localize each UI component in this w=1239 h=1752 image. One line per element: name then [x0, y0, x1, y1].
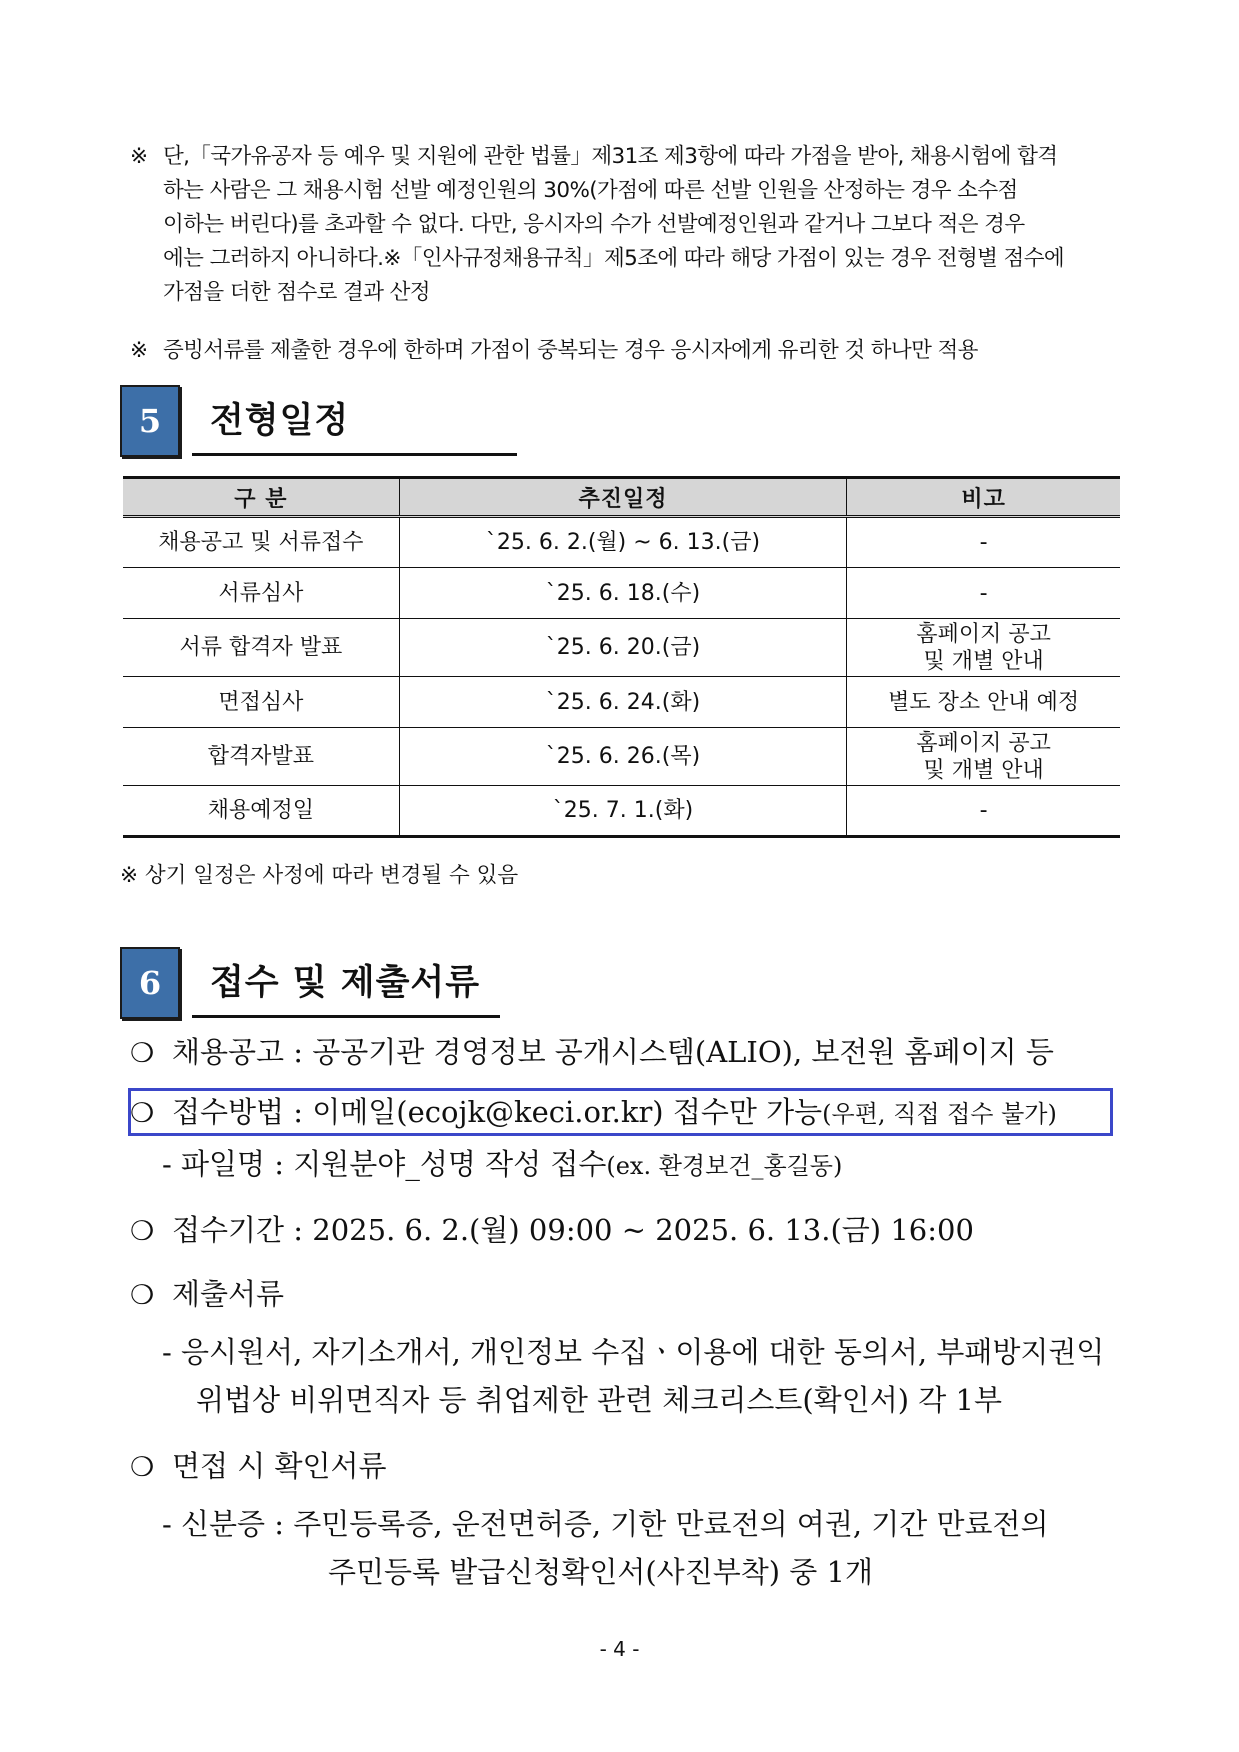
schedule-cell: `25. 6. 18.(수)	[399, 568, 846, 619]
section-number: 6	[120, 947, 180, 1019]
schedule-cell: `25. 6. 20.(금)	[399, 619, 846, 677]
schedule-cell: `25. 6. 24.(화)	[399, 677, 846, 728]
bullet-icon: ❍	[130, 1098, 155, 1129]
note-line-3: 이하는 버린다)를 초과할 수 없다. 다만, 응시자의 수가 선발예정인원과 같거나 그보다 적은 경우	[163, 212, 1025, 237]
note-cell: 홈페이지 공고 및 개별 안내	[847, 619, 1120, 677]
section-underline	[192, 453, 517, 456]
item-recruit-notice: ❍ 채용공고 : 공공기관 경영정보 공개시스템(ALIO), 보전원 홈페이지 등	[130, 1032, 1054, 1074]
note-mark: ※	[130, 144, 148, 169]
table-row	[123, 728, 1120, 786]
id-documents-line-1: - 신분증 : 주민등록증, 운전면허증, 기한 만료전의 여권, 기간 만료전의	[162, 1507, 1049, 1541]
id-documents-line-2: 주민등록 발급신청확인서(사진부착) 중 1개	[328, 1555, 873, 1589]
schedule-cell: `25. 6. 2.(월) ~ 6. 13.(금)	[399, 517, 846, 568]
table-row	[123, 786, 1120, 837]
section-title: 전형일정	[210, 401, 350, 441]
table-header-row	[123, 478, 1120, 517]
stage-cell: 채용예정일	[123, 786, 399, 837]
page-number: - 4 -	[599, 1637, 640, 1661]
item-application-method: ❍ 접수방법 : 이메일(ecojk@keci.or.kr) 접수만 가능(우편, 직접 접수 불가)	[130, 1092, 1057, 1134]
stage-cell: 합격자발표	[123, 728, 399, 786]
table-row	[123, 619, 1120, 677]
item-interview-documents: ❍ 면접 시 확인서류	[130, 1446, 387, 1488]
stage-cell: 면접심사	[123, 677, 399, 728]
section-title: 접수 및 제출서류	[210, 963, 481, 1003]
header-stage: 구 분	[123, 478, 399, 517]
note-line-4: 에는 그러하지 아니하다.※「인사규정채용규칙」제5조에 따라 해당 가점이 있는 경우 전형별 점수에	[163, 246, 1065, 271]
schedule-cell: `25. 7. 1.(화)	[399, 786, 846, 837]
bullet-icon: ❍	[130, 1452, 155, 1483]
bullet-icon: ❍	[130, 1038, 155, 1069]
preference-note	[130, 140, 1120, 310]
note-mark: ※	[130, 338, 148, 363]
table-row	[123, 568, 1120, 619]
schedule-footnote: ※ 상기 일정은 사정에 따라 변경될 수 있음	[120, 863, 519, 888]
bullet-icon: ❍	[130, 1280, 155, 1311]
evidence-note-text: 증빙서류를 제출한 경우에 한하며 가점이 중복되는 경우 응시자에게 유리한 것 하나만 적용	[163, 338, 978, 363]
schedule-table	[123, 476, 1120, 838]
section-number: 5	[120, 385, 180, 457]
header-schedule: 추진일정	[399, 478, 846, 517]
stage-cell: 채용공고 및 서류접수	[123, 517, 399, 568]
table-row	[123, 517, 1120, 568]
bullet-icon: ❍	[130, 1216, 155, 1247]
note-cell: 별도 장소 안내 예정	[847, 677, 1120, 728]
note-line-5: 가점을 더한 점수로 결과 산정	[163, 280, 430, 305]
table-row	[123, 677, 1120, 728]
note-line-2: 하는 사람은 그 채용시험 선발 예정인원의 30%(가점에 따른 선발 인원을 산정하는 경우 소수점	[163, 178, 1018, 203]
note-cell: -	[847, 517, 1120, 568]
note-cell: -	[847, 568, 1120, 619]
section-underline	[192, 1015, 500, 1018]
item-application-period: ❍ 접수기간 : 2025. 6. 2.(월) 09:00 ~ 2025. 6. 13.(금) 16:00	[130, 1210, 974, 1252]
note-line-1: 단,「국가유공자 등 예우 및 지원에 관한 법률」제31조 제3항에 따라 가점을 받아, 채용시험에 합격	[163, 144, 1058, 169]
stage-cell: 서류심사	[123, 568, 399, 619]
item-required-documents: ❍ 제출서류	[130, 1274, 284, 1316]
header-note: 비고	[847, 478, 1120, 517]
stage-cell: 서류 합격자 발표	[123, 619, 399, 677]
documents-line-1: - 응시원서, 자기소개서, 개인정보 수집ㆍ이용에 대한 동의서, 부패방지권익	[162, 1335, 1105, 1369]
evidence-note	[130, 334, 1120, 368]
note-cell: 홈페이지 공고 및 개별 안내	[847, 728, 1120, 786]
note-cell: -	[847, 786, 1120, 837]
file-name-rule: - 파일명 : 지원분야_성명 작성 접수(ex. 환경보건_홍길동)	[162, 1147, 843, 1181]
schedule-cell: `25. 6. 26.(목)	[399, 728, 846, 786]
documents-line-2: 위법상 비위면직자 등 취업제한 관련 체크리스트(확인서) 각 1부	[196, 1383, 1002, 1417]
